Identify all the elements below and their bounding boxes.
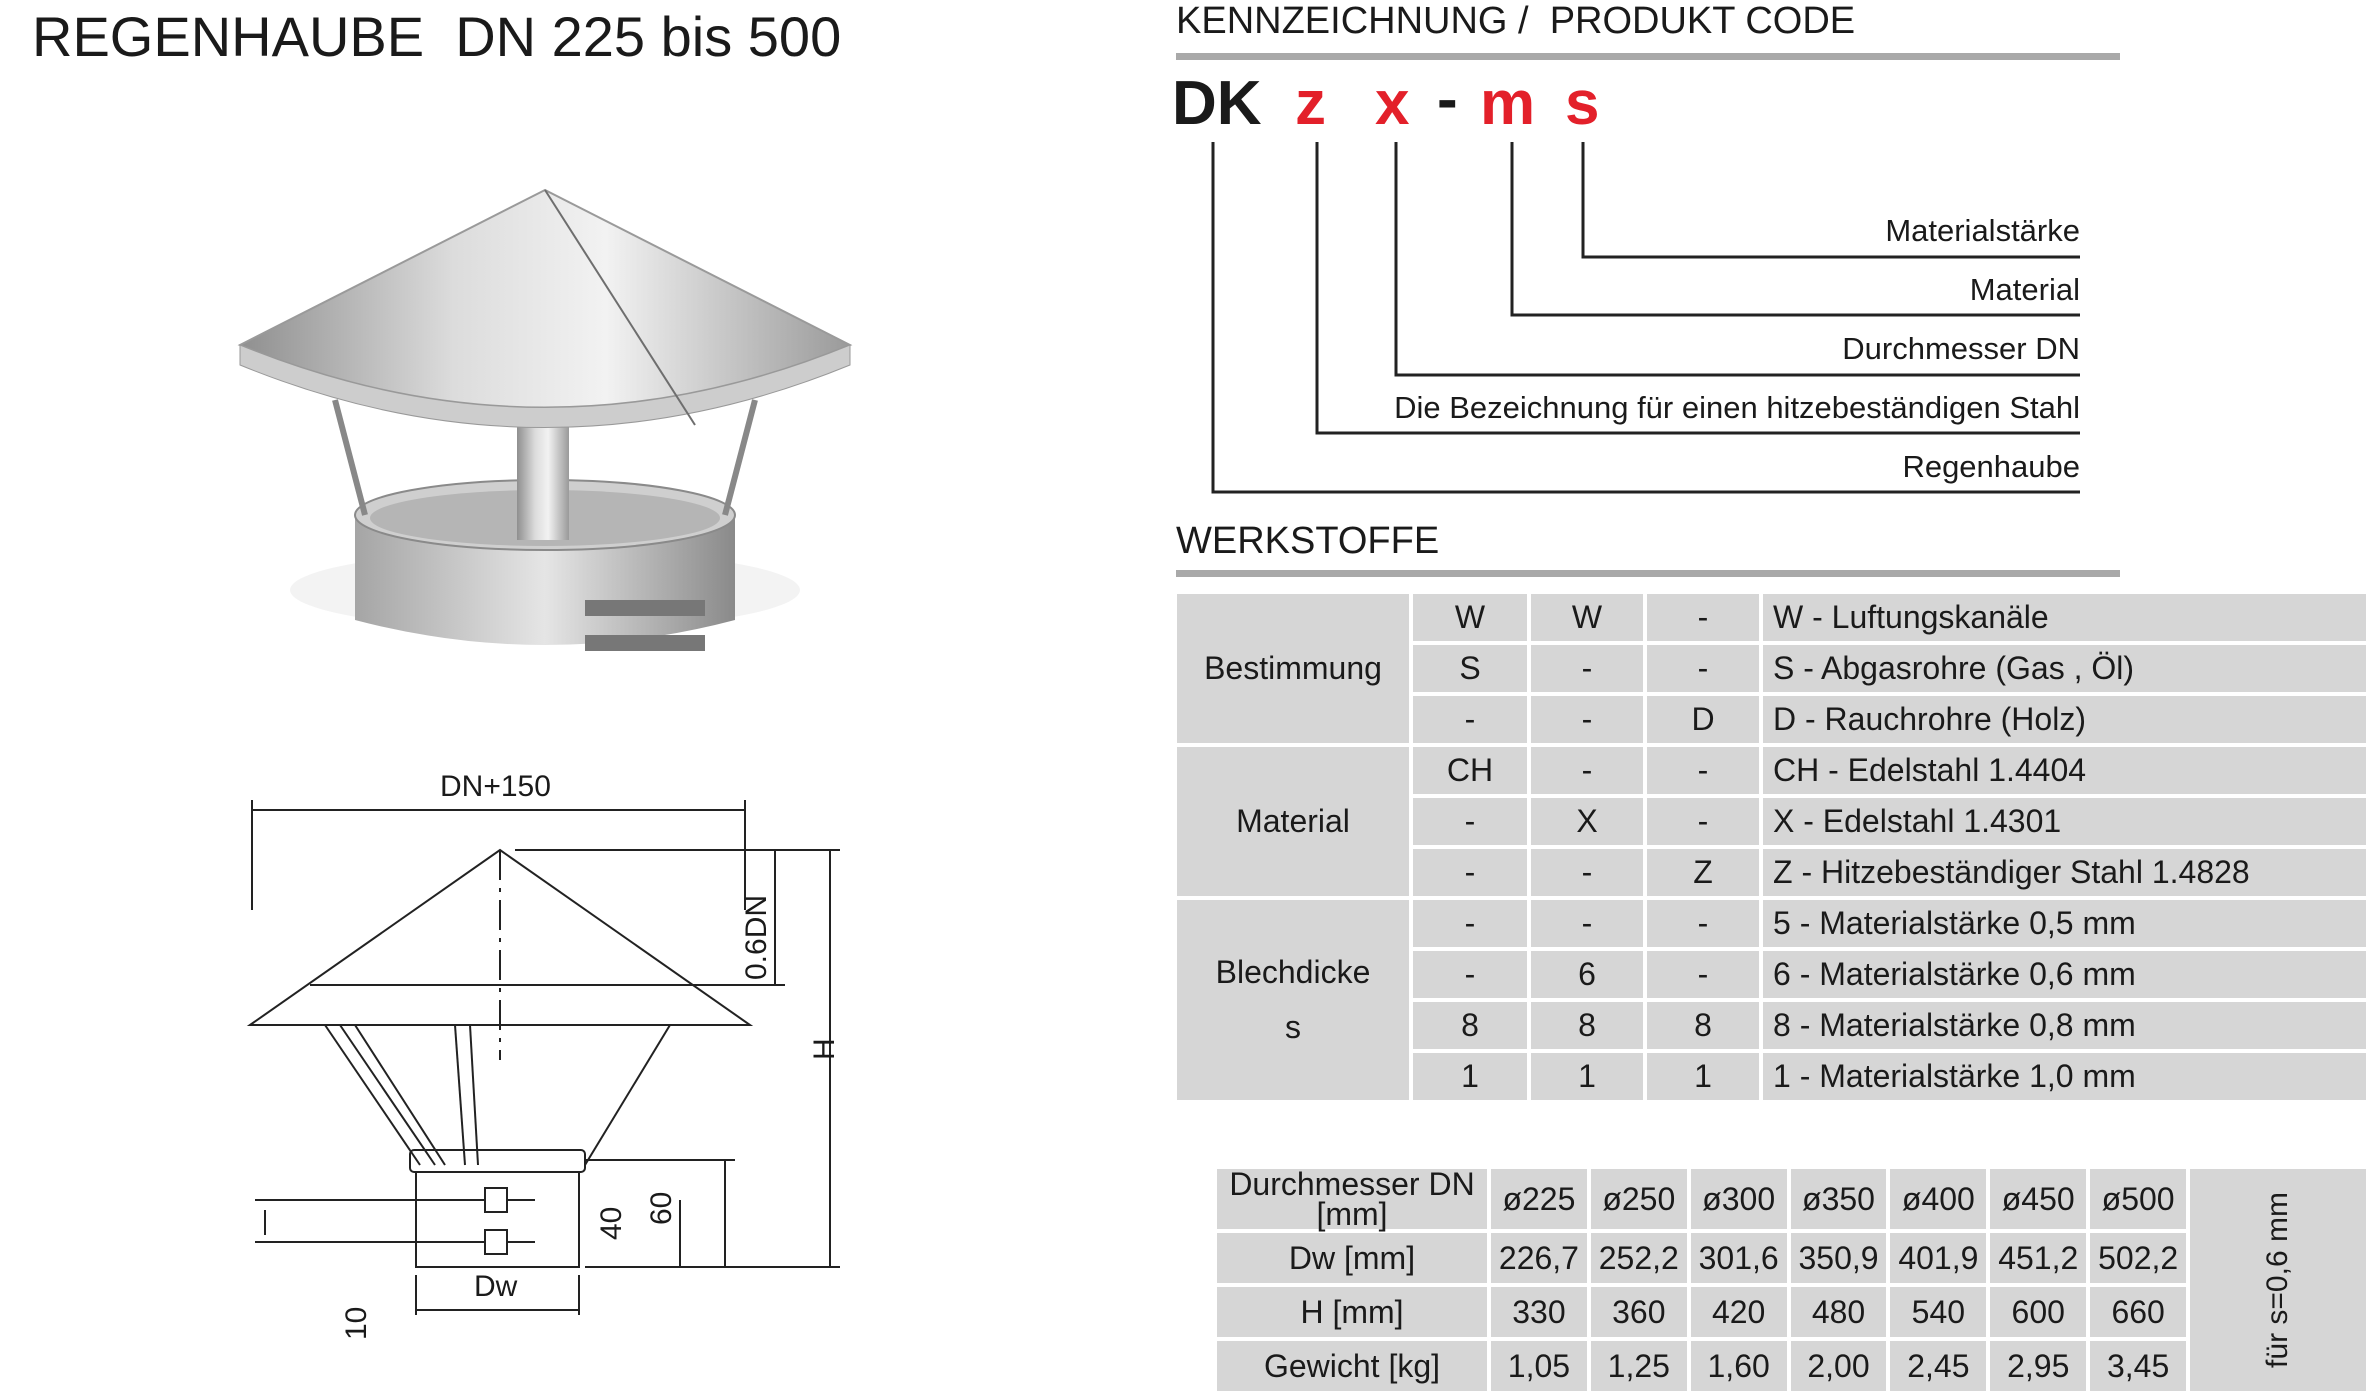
dim-40-label: 40: [595, 1206, 628, 1240]
table-cell: 8: [1531, 1002, 1643, 1049]
table-cell: 1,25: [1591, 1341, 1687, 1391]
code-dash: -: [1437, 65, 1458, 134]
table-cell-desc: 6 - Materialstärke 0,6 mm: [1763, 951, 2366, 998]
table-cell-desc: 5 - Materialstärke 0,5 mm: [1763, 900, 2366, 947]
table-cell: ø450: [1990, 1169, 2086, 1229]
table-cell: 480: [1791, 1287, 1887, 1337]
table-cell-desc: Z - Hitzebeständiger Stahl 1.4828: [1763, 849, 2366, 896]
table-cell: 1: [1413, 1053, 1527, 1100]
legend-material: Material: [1969, 272, 2080, 307]
code-heading: KENNZEICHNUNG / PRODUKT CODE: [1176, 0, 1856, 42]
code-heading-rule: [1176, 53, 2120, 60]
table-cell-desc: W - Luftungskanäle: [1763, 594, 2366, 641]
side-note-cell: [2190, 1169, 2366, 1391]
table-cell: W: [1413, 594, 1527, 641]
table-cell: 330: [1491, 1287, 1587, 1337]
row-label-h: H [mm]: [1217, 1287, 1487, 1337]
materials-heading-rule: [1176, 570, 2120, 577]
table-row: [1177, 747, 2366, 794]
table-cell: 350,9: [1791, 1233, 1887, 1283]
dim-width-label: DN+150: [440, 770, 551, 803]
table-cell: 1,60: [1691, 1341, 1787, 1391]
technical-drawing: [240, 770, 860, 1350]
table-cell: 1,05: [1491, 1341, 1587, 1391]
group-bestimmung: Bestimmung: [1177, 594, 1409, 743]
table-row: [1217, 1169, 2366, 1229]
group-blechdicke-label: Blechdicke: [1215, 954, 1371, 990]
materials-heading: WERKSTOFFE: [1176, 520, 1440, 562]
table-cell-desc: D - Rauchrohre (Holz): [1763, 696, 2366, 743]
table-cell-desc: X - Edelstahl 1.4301: [1763, 798, 2366, 845]
table-cell: -: [1531, 747, 1643, 794]
table-cell: W: [1531, 594, 1643, 641]
table-row: [1177, 594, 2366, 641]
table-cell: -: [1647, 747, 1759, 794]
table-cell: -: [1531, 645, 1643, 692]
code-dk: DK: [1172, 69, 1262, 138]
dim-dw-label: Dw: [474, 1270, 518, 1303]
table-cell: ø400: [1890, 1169, 1986, 1229]
table-cell: 252,2: [1591, 1233, 1687, 1283]
table-cell: -: [1647, 798, 1759, 845]
table-cell-desc: S - Abgasrohre (Gas , Öl): [1763, 645, 2366, 692]
group-material: Material: [1177, 747, 1409, 896]
legend-regenhaube: Regenhaube: [1902, 449, 2080, 484]
table-cell: 401,9: [1890, 1233, 1986, 1283]
group-blechdicke: [1177, 900, 1409, 1100]
table-cell: -: [1413, 696, 1527, 743]
table-cell: Z: [1647, 849, 1759, 896]
code-m: m: [1480, 69, 1536, 138]
table-cell-desc: CH - Edelstahl 1.4404: [1763, 747, 2366, 794]
dim-10-label: 10: [340, 1306, 373, 1340]
table-cell: -: [1647, 645, 1759, 692]
code-z: z: [1295, 69, 1326, 138]
materials-table: [1173, 590, 2370, 1104]
table-cell: 301,6: [1691, 1233, 1787, 1283]
table-cell: -: [1531, 900, 1643, 947]
table-cell: 2,00: [1791, 1341, 1887, 1391]
row-label-dw: Dw [mm]: [1217, 1233, 1487, 1283]
table-cell: 2,95: [1990, 1341, 2086, 1391]
table-cell: 1: [1531, 1053, 1643, 1100]
table-cell: -: [1413, 951, 1527, 998]
dim-cone-label: 0.6DN: [740, 894, 773, 980]
table-cell: -: [1531, 696, 1643, 743]
code-s: s: [1565, 69, 1600, 138]
table-cell: ø225: [1491, 1169, 1587, 1229]
table-cell: 8: [1413, 1002, 1527, 1049]
table-cell: -: [1647, 594, 1759, 641]
table-row: [1177, 900, 2366, 947]
table-cell: ø350: [1791, 1169, 1887, 1229]
table-cell: -: [1531, 849, 1643, 896]
dim-60-label: 60: [645, 1191, 678, 1225]
table-cell: S: [1413, 645, 1527, 692]
table-cell-desc: 8 - Materialstärke 0,8 mm: [1763, 1002, 2366, 1049]
dim-height-label: H: [808, 1038, 841, 1060]
table-cell: 1: [1647, 1053, 1759, 1100]
table-cell: 540: [1890, 1287, 1986, 1337]
table-cell: 6: [1531, 951, 1643, 998]
table-cell-desc: 1 - Materialstärke 1,0 mm: [1763, 1053, 2366, 1100]
table-cell: CH: [1413, 747, 1527, 794]
table-cell: 226,7: [1491, 1233, 1587, 1283]
table-cell: 660: [2090, 1287, 2186, 1337]
row-label-dn: Durchmesser DN [mm]: [1217, 1169, 1487, 1229]
legend-stahl: Die Bezeichnung für einen hitzebeständigen Stahl: [1394, 390, 2080, 425]
table-cell: 360: [1591, 1287, 1687, 1337]
row-label-gewicht: Gewicht [kg]: [1217, 1341, 1487, 1391]
table-cell: -: [1647, 951, 1759, 998]
table-cell: ø250: [1591, 1169, 1687, 1229]
table-cell: ø300: [1691, 1169, 1787, 1229]
dimensions-table: [1213, 1165, 2370, 1395]
side-note: für s=0,6 mm: [2261, 1192, 2295, 1368]
product-photo: [225, 160, 865, 690]
table-cell: X: [1531, 798, 1643, 845]
page-title: REGENHAUBE DN 225 bis 500: [32, 5, 842, 68]
table-cell: 8: [1647, 1002, 1759, 1049]
table-cell: D: [1647, 696, 1759, 743]
table-cell: 600: [1990, 1287, 2086, 1337]
table-cell: ø500: [2090, 1169, 2186, 1229]
code-legend-lines: [1160, 130, 2090, 500]
table-cell: -: [1413, 900, 1527, 947]
table-cell: -: [1413, 798, 1527, 845]
group-blechdicke-sub: s: [1285, 1009, 1301, 1045]
table-cell: 2,45: [1890, 1341, 1986, 1391]
legend-materialstaerke: Materialstärke: [1885, 213, 2080, 248]
table-cell: -: [1647, 900, 1759, 947]
table-cell: 451,2: [1990, 1233, 2086, 1283]
table-cell: 3,45: [2090, 1341, 2186, 1391]
code-x: x: [1375, 69, 1410, 138]
legend-durchmesser: Durchmesser DN: [1842, 331, 2080, 366]
table-cell: 420: [1691, 1287, 1787, 1337]
table-cell: 502,2: [2090, 1233, 2186, 1283]
table-cell: -: [1413, 849, 1527, 896]
